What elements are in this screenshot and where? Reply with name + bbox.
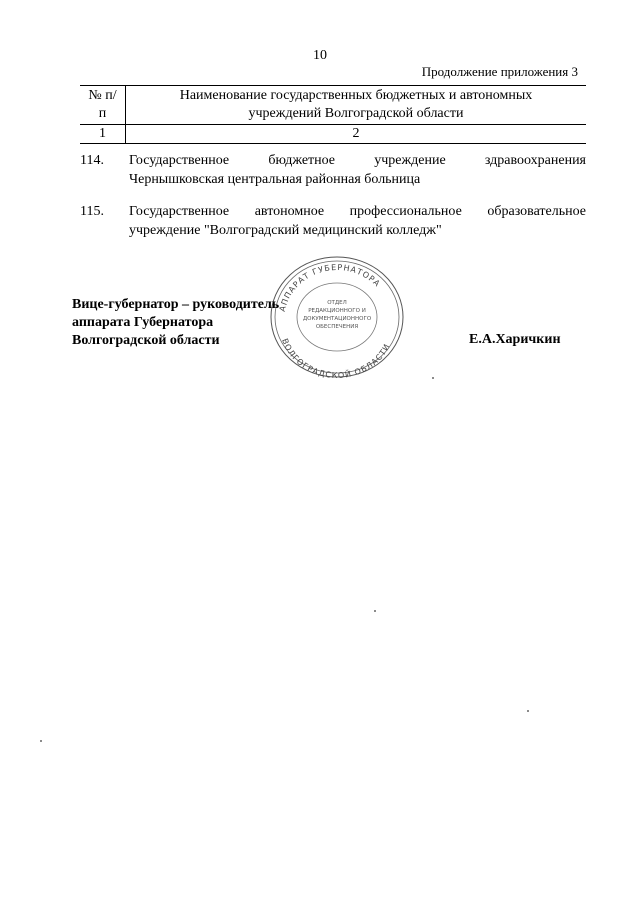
scan-speck — [432, 377, 434, 379]
svg-text:ВОЛГОГРАДСКОЙ ОБЛАСТИ — [280, 337, 392, 380]
scan-speck — [374, 610, 376, 612]
scan-speck — [40, 740, 42, 742]
stamp-inner-line: ОБЕСПЕЧЕНИЯ — [315, 324, 359, 330]
column-header-number — [80, 86, 126, 125]
entry-number: 115. — [80, 204, 104, 219]
scan-speck — [527, 710, 529, 712]
institutions-table-header — [80, 85, 586, 144]
column-header-number-text: № п/п — [88, 88, 117, 121]
stamp-outer-text-bottom: ВОЛГОГРАДСКОЙ ОБЛАСТИ — [280, 337, 392, 380]
signatory-name: Е.А.Харичкин — [469, 332, 561, 347]
stamp-inner-line: РЕДАКЦИОННОГО И — [308, 308, 366, 314]
column-header-name — [126, 86, 587, 125]
entry-text-line: Государственное бюджетное учреждение здравоохранения — [129, 153, 586, 168]
stamp-inner-line: ОТДЕЛ — [327, 300, 347, 306]
list-item — [80, 202, 586, 240]
entry-text-line: Государственное автономное профессиональное образовательное — [129, 204, 586, 219]
signature-title-line: Вице-губернатор – руководитель — [72, 297, 280, 312]
signature-title-line: Волгоградской области — [72, 333, 220, 348]
stamp-inner-line: ДОКУМЕНТАЦИОННОГО — [302, 316, 372, 322]
column-number-1: 1 — [80, 125, 126, 144]
official-stamp — [266, 254, 408, 380]
page-number: 10 — [313, 48, 327, 63]
column-header-name-text: Наименование государственных бюджетных и автономных учреждений Волгоградской области — [179, 88, 533, 121]
signature-title-line: аппарата Губернатора — [72, 315, 214, 330]
entry-text-line: учреждение "Волгоградский медицинский колледж" — [129, 223, 442, 238]
appendix-continuation-note: Продолжение приложения 3 — [421, 64, 578, 79]
signature-title — [72, 296, 279, 350]
column-number-2: 2 — [126, 125, 587, 144]
entry-number: 114. — [80, 153, 104, 168]
stamp-outer-text: АППАРАТ ГУБЕРНАТОРА — [277, 262, 383, 313]
entry-text-line: Чернышковская центральная районная больница — [129, 172, 421, 187]
list-item — [80, 151, 586, 189]
